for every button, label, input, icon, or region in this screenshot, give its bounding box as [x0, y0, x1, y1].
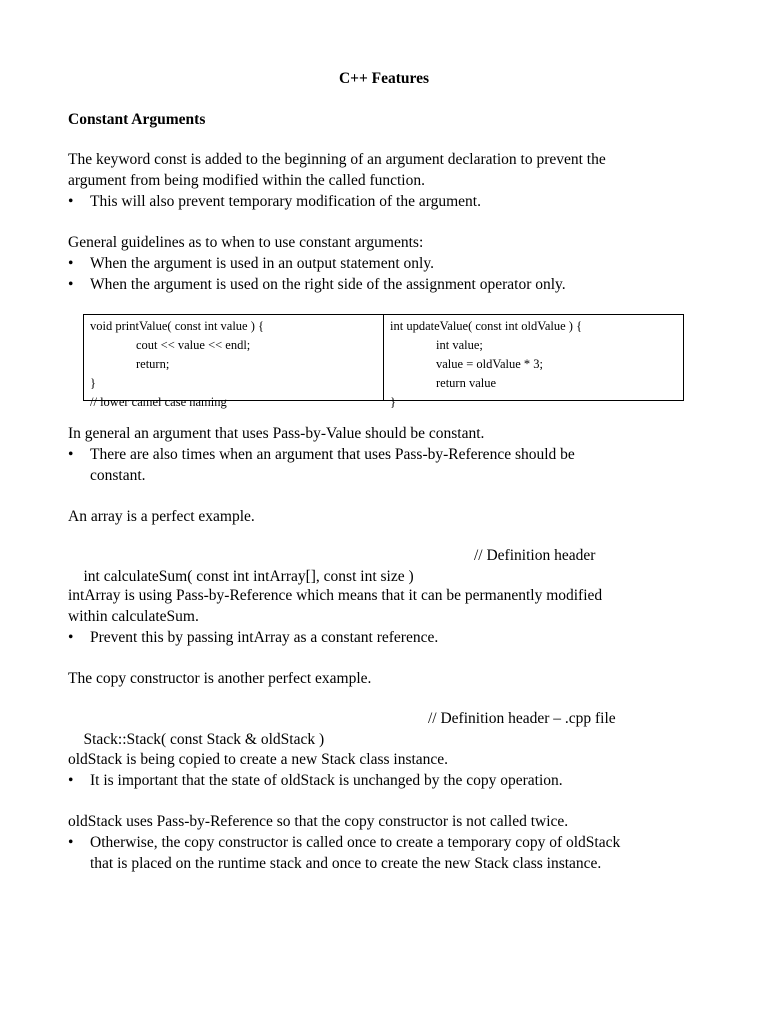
array-example-lead	[68, 506, 708, 527]
code-line: int value;	[436, 338, 483, 352]
list-item	[68, 444, 708, 486]
code-cell-update-value	[384, 315, 683, 409]
bullet-text: that is placed on the runtime stack and once to create the new Stack class instance.	[90, 855, 602, 872]
array-explanation	[68, 585, 708, 627]
bullet-text: When the argument is used in an output statement only.	[90, 255, 434, 272]
bullet-text: Prevent this by passing intArray as a constant reference.	[90, 629, 439, 646]
bullet-text: When the argument is used on the right side of the assignment operator only.	[90, 276, 566, 293]
list-item	[68, 191, 708, 212]
document-title: C++ Features	[338, 70, 430, 87]
code-line: return;	[136, 357, 170, 371]
code-line: int updateValue( const int oldValue ) {	[390, 319, 583, 333]
intro-line: argument from being modified within the called function.	[68, 172, 425, 189]
pass-by-value-text: In general an argument that uses Pass-by-Value should be constant.	[68, 425, 485, 442]
array-explanation-line: within calculateSum.	[68, 608, 199, 625]
bullet-text: There are also times when an argument that uses Pass-by-Reference should be	[90, 446, 575, 463]
bullet-icon: •	[68, 276, 74, 293]
copy-constructor-explanation	[68, 749, 708, 770]
pass-by-value-lead	[68, 423, 708, 444]
copy-constructor-text: The copy constructor is another perfect example.	[68, 670, 372, 687]
bullet-icon: •	[68, 629, 74, 646]
bullet-icon: •	[68, 772, 74, 789]
intro-paragraph	[68, 149, 708, 191]
bullet-icon: •	[68, 446, 74, 463]
list-item	[68, 253, 708, 274]
copy-constructor-comment: // Definition header – .cpp file	[428, 710, 616, 727]
copy-constructor-bullet-list-2	[68, 832, 708, 874]
list-item	[68, 832, 708, 874]
guidelines-lead-text: General guidelines as to when to use constant arguments:	[68, 234, 424, 251]
guidelines-lead	[68, 232, 708, 253]
list-item	[68, 274, 708, 295]
list-item	[68, 627, 708, 648]
copy-constructor-explanation-2	[68, 811, 708, 832]
array-explanation-line: intArray is using Pass-by-Reference which means that it can be permanently modified	[68, 587, 603, 604]
bullet-text: constant.	[90, 467, 146, 484]
copy-constructor-explanation-line: oldStack is being copied to create a new Stack class instance.	[68, 751, 449, 768]
bullet-text: This will also prevent temporary modification of the argument.	[90, 193, 481, 210]
bullet-icon: •	[68, 834, 74, 851]
bullet-icon: •	[68, 255, 74, 272]
code-cell-print-value	[84, 315, 384, 409]
intro-bullet-list	[68, 191, 708, 212]
copy-constructor-code: Stack::Stack( const Stack & oldStack )	[83, 731, 325, 748]
list-item	[68, 770, 708, 791]
code-comment: // lower camel case naming	[90, 395, 227, 409]
code-line: return value	[436, 376, 497, 390]
section-heading: Constant Arguments	[68, 111, 206, 128]
copy-constructor-lead	[68, 668, 708, 689]
copy-constructor-explanation-line: oldStack uses Pass-by-Reference so that the copy constructor is not called twice.	[68, 813, 569, 830]
code-line: }	[390, 395, 396, 409]
array-bullet-list	[68, 627, 708, 648]
code-line: }	[90, 376, 96, 390]
bullet-text: Otherwise, the copy constructor is called once to create a temporary copy of oldStack	[90, 834, 621, 851]
bullet-text: It is important that the state of oldStack is unchanged by the copy operation.	[90, 772, 563, 789]
array-definition-comment: // Definition header	[474, 547, 596, 564]
code-line: cout << value << endl;	[136, 338, 251, 352]
array-definition-code: int calculateSum( const int intArray[], const int size )	[83, 568, 414, 585]
guidelines-bullet-list	[68, 253, 708, 295]
bullet-icon: •	[68, 193, 74, 210]
code-line: void printValue( const int value ) {	[90, 319, 265, 333]
code-line: value = oldValue * 3;	[436, 357, 544, 371]
array-example-text: An array is a perfect example.	[68, 508, 255, 525]
copy-constructor-bullet-list	[68, 770, 708, 791]
intro-line: The keyword const is added to the beginning of an argument declaration to prevent the	[68, 151, 606, 168]
pass-by-value-bullet-list	[68, 444, 708, 486]
code-example-table	[83, 314, 684, 409]
